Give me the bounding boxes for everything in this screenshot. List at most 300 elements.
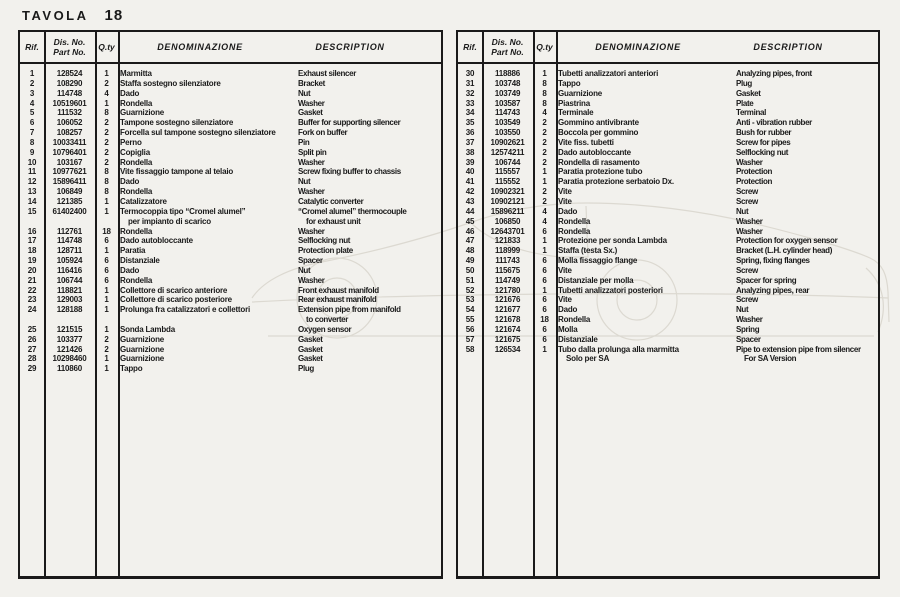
cell-rif: 28: [27, 354, 37, 364]
cell-denominazione: Rondella: [120, 187, 153, 197]
cell-denominazione: Paratia: [120, 246, 146, 256]
cell-denominazione: Staffa sostegno silenziatore: [120, 78, 221, 88]
cell-denominazione: Distanziale: [558, 334, 598, 344]
cell-denominazione: Guarnizione: [120, 354, 165, 364]
cell-qty: 1: [542, 285, 547, 295]
left-table-body: [20, 64, 441, 374]
cell-qty: 2: [104, 128, 109, 138]
cell-qty: 1: [104, 69, 109, 78]
cell-part-no: 118886: [494, 69, 521, 78]
cell-description: Spring, fixing flanges: [736, 256, 810, 266]
cell-denominazione: Staffa (testa Sx.): [558, 246, 618, 256]
cell-part-no: 106052: [56, 118, 83, 128]
table-row: [458, 148, 878, 158]
cell-part-no: 114749: [494, 275, 521, 285]
cell-rif: 21: [27, 275, 37, 285]
table-row: [20, 99, 441, 109]
cell-denominazione: Guarnizione: [558, 88, 603, 98]
cell-denominazione: Tappo: [120, 364, 143, 374]
table-row: [458, 158, 878, 168]
cell-denominazione: Sonda Lambda: [120, 324, 175, 334]
table-header-right: [458, 32, 878, 64]
cell-denominazione: Rondella: [120, 157, 153, 167]
cell-description: Buffer for supporting silencer: [298, 118, 401, 128]
cell-denominazione: Termocoppia tipo “Cromel alumel”: [120, 206, 246, 216]
cell-description: Screw: [736, 265, 758, 275]
cell-part-no: 112761: [56, 226, 83, 236]
cell-part-no: 103748: [494, 78, 521, 88]
table-row: [20, 335, 441, 345]
cell-description: Protection: [736, 167, 773, 177]
cell-denominazione: Vite: [558, 187, 572, 197]
cell-denominazione: Dado: [558, 206, 578, 216]
table-row: [20, 276, 441, 286]
table-row: [458, 79, 878, 89]
cell-part-no: 106744: [494, 157, 521, 167]
table-row: [458, 276, 878, 286]
table-row: [20, 286, 441, 296]
cell-description: Nut: [298, 88, 311, 98]
cell-rif: 57: [465, 334, 475, 344]
table-row-continuation: [20, 315, 441, 325]
cell-description: Washer: [736, 226, 763, 236]
cell-denominazione: Distanziale per molla: [558, 275, 634, 285]
cell-rif: 58: [465, 344, 475, 354]
table-row: [458, 128, 878, 138]
cell-qty: 1: [104, 354, 109, 364]
table-row: [458, 286, 878, 296]
cell-denominazione: Vite: [558, 295, 572, 305]
cell-qty: 1: [104, 295, 109, 305]
cell-rif: 41: [465, 177, 475, 187]
cell-rif: 16: [27, 226, 37, 236]
table-header-left: [20, 32, 441, 64]
cell-part-no: 121385: [56, 196, 83, 206]
cell-qty: 6: [542, 334, 547, 344]
cell-denominazione: Rondella: [558, 226, 591, 236]
cell-qty: 1: [104, 285, 109, 295]
cell-part-no: 103587: [494, 98, 521, 108]
cell-qty: 2: [104, 137, 109, 147]
cell-rif: 31: [465, 78, 475, 88]
cell-part-no: 103167: [56, 157, 83, 167]
cell-part-no: 128188: [56, 305, 83, 315]
cell-part-no: 103749: [494, 88, 521, 98]
table-row: [458, 118, 878, 128]
cell-part-no: 106744: [56, 275, 83, 285]
cell-description: Protection plate: [298, 246, 353, 256]
cell-qty: 6: [104, 256, 109, 266]
cell-rif: 22: [27, 285, 37, 295]
cell-denominazione: Tubo dalla prolunga alla marmitta: [558, 344, 679, 354]
table-row: [458, 207, 878, 217]
cell-description: Bracket (L.H. cylinder head): [736, 246, 833, 256]
cell-denominazione: Tubetti analizzatori posteriori: [558, 285, 663, 295]
cell-description: Washer: [298, 275, 325, 285]
cell-denominazione: Dado: [120, 88, 140, 98]
cell-rif: 27: [27, 344, 37, 354]
cell-part-no: 115675: [494, 265, 521, 275]
cell-part-no: 121833: [494, 236, 521, 246]
cell-description: Oxygen sensor: [298, 324, 352, 334]
cell-description: Pin: [298, 137, 310, 147]
cell-description: to converter: [306, 315, 349, 325]
cell-part-no: 121675: [494, 334, 521, 344]
cell-rif: 32: [465, 88, 475, 98]
cell-description: Screw: [736, 295, 758, 305]
cell-denominazione: Guarnizione: [120, 334, 165, 344]
cell-description: Pipe to extension pipe from silencer: [736, 344, 861, 354]
cell-qty: 8: [542, 88, 547, 98]
table-row: [20, 354, 441, 364]
cell-rif: 54: [465, 305, 475, 315]
cell-description: Spacer: [736, 334, 761, 344]
cell-denominazione: Collettore di scarico posteriore: [120, 295, 232, 305]
cell-qty: 6: [104, 265, 109, 275]
table-row: [20, 305, 441, 315]
cell-description: Screw: [736, 196, 758, 206]
cell-description: Analyzing pipes, rear: [736, 285, 810, 295]
cell-qty: 2: [542, 128, 547, 138]
table-row: [458, 99, 878, 109]
cell-description: Gasket: [298, 344, 323, 354]
cell-denominazione: Paratia protezione serbatoio Dx.: [558, 177, 674, 187]
cell-description: Extension pipe from manifold: [298, 305, 401, 315]
cell-qty: 6: [542, 265, 547, 275]
cell-part-no: 106849: [56, 187, 83, 197]
table-row: [20, 256, 441, 266]
table-row: [20, 177, 441, 187]
cell-rif: 48: [465, 246, 475, 256]
cell-qty: 2: [542, 187, 547, 197]
cell-description: Anti - vibration rubber: [736, 118, 812, 128]
cell-denominazione: Catalizzatore: [120, 196, 167, 206]
cell-rif: 29: [27, 364, 37, 374]
cell-description: Plug: [736, 78, 752, 88]
cell-qty: 6: [542, 226, 547, 236]
cell-rif: 52: [465, 285, 475, 295]
header-rif: Rif.: [25, 42, 39, 52]
table-row: [20, 187, 441, 197]
cell-denominazione: Guarnizione: [120, 108, 165, 118]
parts-table-left: [18, 30, 443, 579]
cell-denominazione: Rondella: [120, 98, 153, 108]
cell-part-no: 10902321: [490, 187, 525, 197]
cell-qty: 2: [104, 118, 109, 128]
cell-denominazione: Boccola per gommino: [558, 128, 639, 138]
cell-qty: 4: [542, 216, 547, 226]
cell-qty: 6: [542, 305, 547, 315]
right-table-body: [458, 64, 878, 364]
cell-denominazione: Protezione per sonda Lambda: [558, 236, 667, 246]
table-row: [458, 246, 878, 256]
cell-denominazione: Distanziale: [120, 256, 160, 266]
cell-denominazione: Vite fiss. tubetti: [558, 137, 614, 147]
page-header: [22, 7, 123, 25]
cell-qty: 1: [104, 305, 109, 315]
cell-description: Washer: [298, 98, 325, 108]
cell-part-no: 108290: [56, 78, 83, 88]
cell-description: Washer: [736, 216, 763, 226]
cell-qty: 2: [542, 118, 547, 128]
cell-part-no: 103377: [56, 334, 83, 344]
table-row: [458, 217, 878, 227]
table-row: [458, 266, 878, 276]
cell-description: Terminal: [736, 108, 766, 118]
cell-rif: 6: [29, 118, 35, 128]
cell-rif: 9: [29, 147, 35, 157]
header-part-no: Dis. No. Part No.: [491, 37, 524, 57]
cell-denominazione: Dado: [120, 265, 140, 275]
cell-description: Nut: [736, 305, 749, 315]
cell-rif: 1: [29, 69, 35, 78]
table-row: [20, 118, 441, 128]
table-row: [458, 335, 878, 345]
cell-part-no: 15896411: [52, 177, 87, 187]
cell-rif: 56: [465, 324, 475, 334]
cell-description: Washer: [736, 157, 763, 167]
cell-description: “Cromel alumel” thermocouple: [298, 206, 407, 216]
cell-part-no: 105924: [56, 256, 83, 266]
cell-denominazione: Gommino antivibrante: [558, 118, 639, 128]
cell-rif: 13: [27, 187, 37, 197]
table-row: [458, 227, 878, 237]
cell-qty: 6: [104, 236, 109, 246]
cell-rif: 30: [465, 69, 475, 78]
cell-qty: 1: [104, 324, 109, 334]
page-number: 18: [104, 7, 124, 24]
cell-denominazione: Guarnizione: [120, 344, 165, 354]
cell-description: Nut: [298, 177, 311, 187]
cell-part-no: 10519601: [52, 98, 87, 108]
header-part-no: Dis. No. Part No.: [53, 37, 86, 57]
cell-description: Catalytic converter: [298, 196, 364, 206]
cell-part-no: 128524: [56, 69, 83, 78]
cell-part-no: 115557: [494, 167, 521, 177]
cell-description: Selflocking nut: [298, 236, 351, 246]
table-row: [458, 256, 878, 266]
cell-part-no: 121678: [494, 315, 521, 325]
cell-rif: 7: [29, 128, 35, 138]
cell-rif: 19: [27, 256, 37, 266]
cell-rif: 53: [465, 295, 475, 305]
cell-denominazione: Rondella: [120, 226, 153, 236]
cell-qty: 8: [104, 187, 109, 197]
table-row: [20, 138, 441, 148]
table-row: [20, 227, 441, 237]
cell-part-no: 12643701: [490, 226, 525, 236]
cell-part-no: 10977621: [52, 167, 87, 177]
cell-denominazione: Rondella: [558, 216, 591, 226]
cell-part-no: 10902121: [490, 196, 525, 206]
cell-rif: 11: [27, 167, 37, 177]
cell-qty: 1: [542, 236, 547, 246]
cell-qty: 2: [542, 137, 547, 147]
cell-denominazione: Vite: [558, 196, 572, 206]
cell-qty: 6: [542, 295, 547, 305]
cell-qty: 6: [542, 256, 547, 266]
cell-denominazione: Piastrina: [558, 98, 590, 108]
cell-part-no: 114743: [494, 108, 521, 118]
cell-description: Spring: [736, 324, 760, 334]
cell-part-no: 108257: [56, 128, 83, 138]
table-row: [458, 236, 878, 246]
cell-denominazione: Tubetti analizzatori anteriori: [558, 69, 659, 78]
cell-description: Selflocking nut: [736, 147, 789, 157]
cell-denominazione: Perno: [120, 137, 142, 147]
cell-qty: 1: [542, 177, 547, 187]
table-row-continuation: [20, 217, 441, 227]
cell-part-no: 118999: [494, 246, 521, 256]
cell-part-no: 103549: [494, 118, 521, 128]
table-row: [20, 295, 441, 305]
cell-description: Bracket: [298, 78, 325, 88]
table-row: [458, 295, 878, 305]
cell-qty: 1: [104, 98, 109, 108]
cell-description: Gasket: [736, 88, 761, 98]
cell-description: Screw fixing buffer to chassis: [298, 167, 401, 177]
table-row: [20, 167, 441, 177]
cell-rif: 37: [465, 137, 475, 147]
cell-qty: 8: [104, 108, 109, 118]
table-row-continuation: [458, 354, 878, 364]
cell-rif: 55: [465, 315, 475, 325]
cell-rif: 33: [465, 98, 475, 108]
cell-part-no: 103550: [494, 128, 521, 138]
cell-rif: 35: [465, 118, 475, 128]
cell-part-no: 12574211: [490, 147, 525, 157]
cell-rif: 47: [465, 236, 475, 246]
cell-part-no: 15896211: [490, 206, 525, 216]
cell-rif: 43: [465, 196, 475, 206]
cell-denominazione: Dado autobloccante: [558, 147, 631, 157]
cell-qty: 1: [104, 364, 109, 374]
cell-part-no: 116416: [56, 265, 83, 275]
cell-description: Nut: [736, 206, 749, 216]
cell-rif: 45: [465, 216, 475, 226]
cell-denominazione: Tampone sostegno silenziatore: [120, 118, 234, 128]
cell-qty: 1: [542, 344, 547, 354]
cell-description: Gasket: [298, 108, 323, 118]
cell-denominazione: Dado autobloccante: [120, 236, 193, 246]
cell-rif: 51: [465, 275, 475, 285]
cell-description: Washer: [298, 187, 325, 197]
header-qty: Q.ty: [536, 42, 553, 52]
cell-denominazione: Tappo: [558, 78, 581, 88]
table-row: [458, 305, 878, 315]
table-row: [458, 315, 878, 325]
cell-denominazione: Copiglia: [120, 147, 150, 157]
cell-denominazione: Molla: [558, 324, 578, 334]
table-row: [20, 158, 441, 168]
cell-part-no: 129003: [56, 295, 83, 305]
cell-part-no: 110860: [56, 364, 83, 374]
cell-part-no: 114748: [56, 236, 83, 246]
header-qty: Q.ty: [98, 42, 115, 52]
table-row: [20, 236, 441, 246]
cell-part-no: 121515: [56, 324, 83, 334]
cell-part-no: 115552: [494, 177, 521, 187]
cell-qty: 8: [542, 78, 547, 88]
cell-denominazione: Dado: [120, 177, 140, 187]
cell-qty: 6: [104, 275, 109, 285]
cell-description: Nut: [298, 265, 311, 275]
cell-rif: 14: [27, 196, 37, 206]
cell-description: Protection for oxygen sensor: [736, 236, 838, 246]
cell-qty: 8: [542, 98, 547, 108]
table-row: [458, 89, 878, 99]
header-description: DESCRIPTION: [315, 42, 385, 52]
cell-part-no: 128711: [56, 246, 83, 256]
cell-denominazione: Terminale: [558, 108, 594, 118]
cell-qty: 1: [542, 69, 547, 78]
cell-description: Protection: [736, 177, 773, 187]
cell-part-no: 111743: [495, 256, 520, 266]
cell-description: Analyzing pipes, front: [736, 69, 812, 78]
cell-description: Fork on buffer: [298, 128, 348, 138]
cell-part-no: 121676: [494, 295, 521, 305]
cell-denominazione: Solo per SA: [566, 354, 610, 364]
cell-description: Washer: [736, 315, 763, 325]
parts-table-right: [456, 30, 880, 579]
table-row: [20, 108, 441, 118]
table-row: [20, 69, 441, 79]
cell-description: for exhaust unit: [306, 216, 361, 226]
cell-denominazione: Rondella di rasamento: [558, 157, 640, 167]
cell-part-no: 10298460: [52, 354, 87, 364]
table-row: [458, 167, 878, 177]
cell-rif: 4: [29, 98, 35, 108]
table-row: [20, 79, 441, 89]
table-row: [20, 197, 441, 207]
cell-qty: 18: [540, 315, 549, 325]
cell-part-no: 121426: [56, 344, 83, 354]
cell-qty: 1: [542, 246, 547, 256]
cell-rif: 42: [465, 187, 475, 197]
table-row: [20, 325, 441, 335]
cell-description: Split pin: [298, 147, 327, 157]
cell-denominazione: Vite: [558, 265, 572, 275]
cell-part-no: 121677: [494, 305, 521, 315]
cell-denominazione: Dado: [558, 305, 578, 315]
cell-part-no: 114748: [56, 88, 83, 98]
table-row: [458, 108, 878, 118]
cell-qty: 8: [104, 167, 109, 177]
header-description: DESCRIPTION: [753, 42, 823, 52]
cell-qty: 2: [104, 334, 109, 344]
cell-part-no: 121780: [494, 285, 521, 295]
table-row: [458, 345, 878, 355]
cell-rif: 5: [29, 108, 35, 118]
cell-rif: 10: [27, 157, 37, 167]
cell-rif: 36: [465, 128, 475, 138]
table-row: [458, 197, 878, 207]
table-row: [20, 89, 441, 99]
table-row: [458, 69, 878, 79]
cell-rif: 23: [27, 295, 37, 305]
table-row: [20, 128, 441, 138]
cell-description: Plate: [736, 98, 754, 108]
cell-denominazione: Rondella: [558, 315, 591, 325]
cell-rif: 2: [29, 78, 35, 88]
cell-qty: 8: [104, 177, 109, 187]
cell-description: For SA Version: [744, 354, 797, 364]
cell-description: Washer: [298, 226, 325, 236]
cell-description: Spacer: [298, 256, 323, 266]
cell-rif: 18: [27, 246, 37, 256]
table-row: [458, 177, 878, 187]
page-title: TAVOLA: [22, 8, 89, 23]
